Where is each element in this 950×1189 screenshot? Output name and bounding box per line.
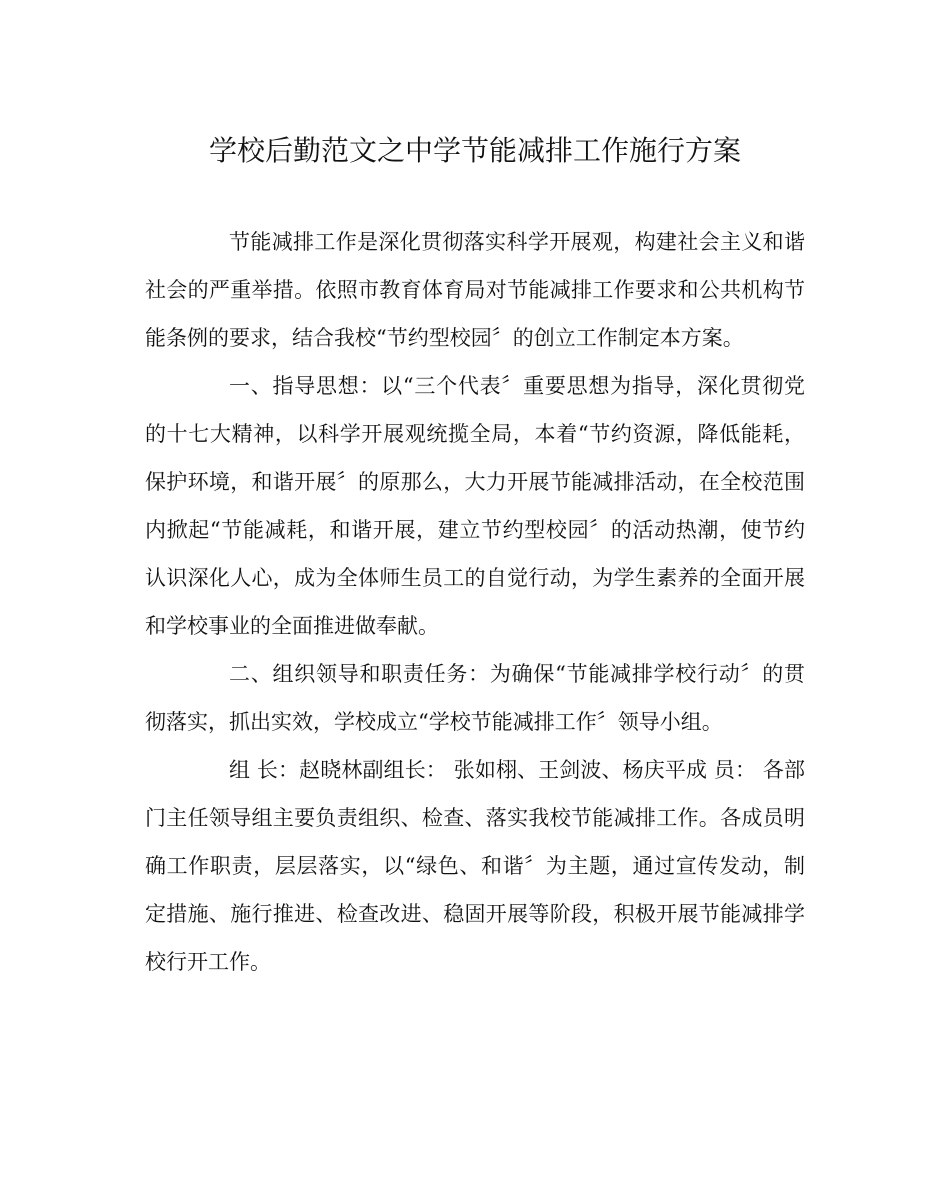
paragraph-group-members: 组 长：赵晓林副组长： 张如栩、王剑波、杨庆平成 员： 各部门主任领导组主要负责组织、检查、落实我校节能减排工作。各成员明确工作职责，层层落实，以“绿色、和谐〞为主题，通过宣传发动，制定措施、施行推进、检查改进、稳固开展等阶段，积极开展节能减排学校行开工作。 <box>145 758 805 974</box>
paragraph-organization: 二、组织领导和职责任务：为确保“节能减排学校行动〞的贯彻落实，抓出实效，学校成立“学校节能减排工作〞领导小组。 <box>145 662 805 734</box>
paragraph-intro: 节能减排工作是深化贯彻落实科学开展观，构建社会主义和谐社会的严重举措。依照市教育体育局对节能减排工作要求和公共机构节能条例的要求，结合我校“节约型校园〞的创立工作制定本方案。 <box>145 230 805 350</box>
document-title: 学校后勤范文之中学节能减排工作施行方案 <box>208 134 741 167</box>
document-body <box>145 218 805 986</box>
paragraph-guiding-ideology: 一、指导思想：以“三个代表〞重要思想为指导，深化贯彻党的十七大精神，以科学开展观统揽全局，本着“节约资源，降低能耗，保护环境，和谐开展〞的原那么，大力开展节能减排活动，在全校范围内掀起“节能减耗，和谐开展，建立节约型校园〞的活动热潮，使节约认识深化人心，成为全体师生员工的自觉行动，为学生素养的全面开展和学校事业的全面推进做奉献。 <box>145 374 805 638</box>
